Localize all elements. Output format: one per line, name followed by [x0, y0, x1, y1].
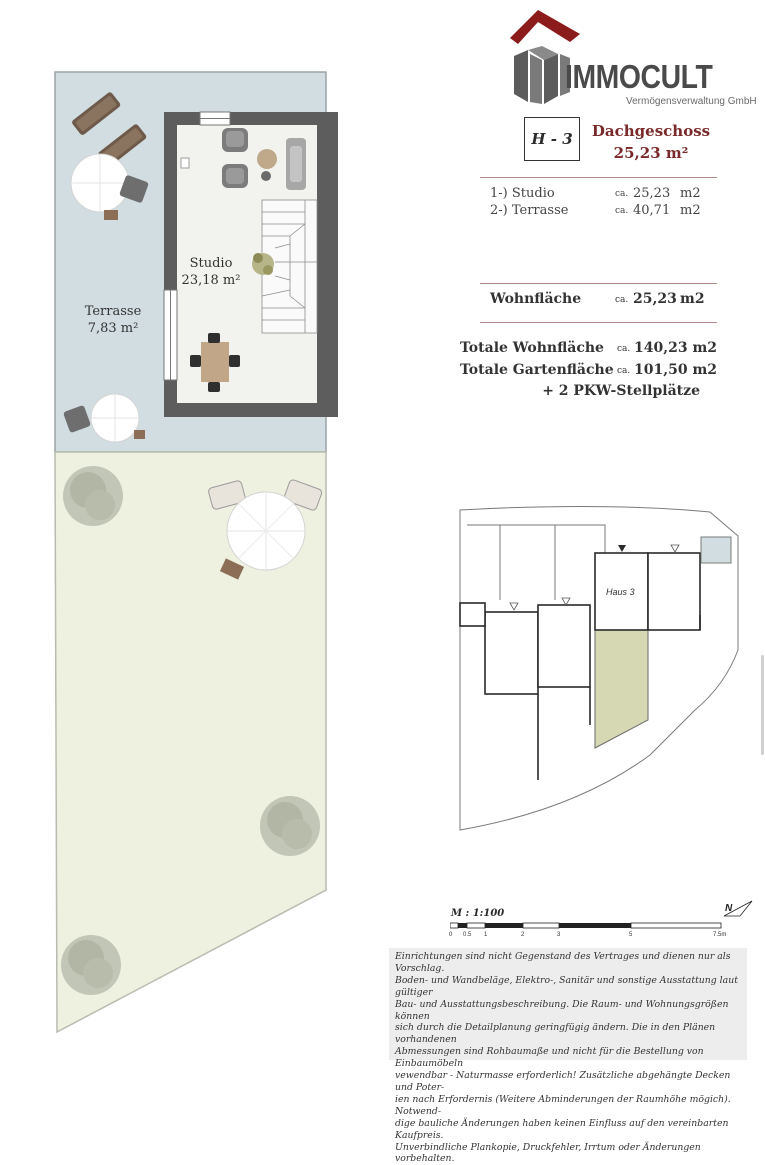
divider-top — [480, 177, 717, 178]
scale-tick: 7.5m — [713, 932, 726, 938]
wohnflaeche-label: Wohnfläche — [490, 291, 581, 307]
room-row-studio — [490, 186, 720, 203]
studio-area: 23,18 m² — [178, 272, 244, 289]
disclaimer-line: Bau- und Ausstattungsbeschreibung. Die Raum- und Wohnungsgrößen können — [395, 999, 741, 1023]
parking-text: + 2 PKW-Stellplätze — [542, 383, 700, 399]
studio-name: Studio — [178, 255, 244, 272]
site-plan — [455, 500, 745, 835]
room-ca: ca. — [615, 206, 628, 216]
divider-bottom — [480, 322, 717, 323]
scale-tick: 5 — [629, 932, 632, 938]
disclaimer-line: Einrichtungen sind nicht Gegenstand des Vertrages und dienen nur als Vorschlag. — [395, 951, 741, 975]
total-living-ca: ca. — [617, 344, 630, 354]
total-garden-value: 101,50 m2 — [634, 362, 717, 378]
disclaimer-line: ien nach Erfordernis (Weitere Abminderungen der Raumhöhe mögich). Notwend- — [395, 1094, 741, 1118]
logo-wordmark: IMMOCULT — [565, 58, 712, 96]
scale-tick: 3 — [557, 932, 560, 938]
room-value: 40,71 — [633, 203, 670, 218]
disclaimer-line: sich durch die Detailplanung geringfügig ändern. Die in den Plänen vorhandenen — [395, 1022, 741, 1046]
scrollbar[interactable] — [761, 655, 764, 755]
wohnflaeche-unit: m2 — [680, 291, 705, 307]
terrace-area-value: 7,83 m² — [78, 320, 148, 337]
scale-tick: 0.5 — [463, 932, 471, 938]
floor-plan — [0, 0, 380, 1080]
logo-subtitle: Vermögensverwaltung GmbH — [626, 96, 757, 107]
scale-tick: 0 — [449, 932, 452, 938]
room-name: 2-) Terrasse — [490, 203, 568, 218]
scale-tick: 1 — [484, 932, 487, 938]
room-unit: m2 — [680, 186, 701, 201]
scale-bar — [450, 920, 745, 932]
terrace-name: Terrasse — [78, 303, 148, 320]
disclaimer-line: vewendbar - Naturmasse erforderlich! Zusätzliche abgehängte Decken und Poter- — [395, 1070, 741, 1094]
disclaimer-line: dige bauliche Änderungen haben keinen Einfluss auf den vereinbarten Kaufpreis. — [395, 1118, 741, 1142]
plant-decor — [252, 253, 274, 275]
disclaimer-line: Unverbindliche Plankopie, Druckfehler, Irrtum oder Änderungen vorbehalten. — [395, 1142, 741, 1165]
unit-code: H - 3 — [531, 130, 572, 148]
scale-label: M : 1:100 — [451, 908, 504, 919]
disclaimer-line: Abmessungen sind Rohbaumaße und nicht für die Bestellung von Einbaumöbeln — [395, 1046, 741, 1070]
total-garden-row — [460, 362, 720, 382]
wohnflaeche-ca: ca. — [615, 295, 628, 305]
total-living-row — [460, 340, 720, 360]
parking-row — [460, 383, 700, 403]
wohnflaeche-value: 25,23 — [633, 291, 677, 307]
total-garden-ca: ca. — [617, 366, 630, 376]
total-living-value: 140,23 m2 — [634, 340, 717, 356]
haus-3-garden — [595, 630, 648, 748]
haus-label: Haus 3 — [606, 587, 635, 597]
unit-code-box — [524, 117, 580, 161]
disclaimer-line: Boden- und Wandbeläge, Elektro-, Sanitär und sonstige Ausstattung laut gültiger — [395, 975, 741, 999]
studio-label — [178, 255, 244, 289]
room-unit: m2 — [680, 203, 701, 218]
total-living-label: Totale Wohnfläche — [460, 340, 604, 356]
room-name: 1-) Studio — [490, 186, 555, 201]
disclaimer-box — [389, 948, 747, 1060]
floor-title: Dachgeschoss — [590, 122, 712, 140]
scale-tick: 2 — [521, 932, 524, 938]
svg-text:N: N — [725, 903, 733, 914]
total-garden-label: Totale Gartenfläche — [460, 362, 614, 378]
terrace-label — [78, 303, 148, 337]
room-value: 25,23 — [633, 186, 670, 201]
room-ca: ca. — [615, 189, 628, 199]
room-row-terrasse — [490, 203, 720, 220]
divider-middle — [480, 283, 717, 284]
wohnflaeche-row — [490, 291, 720, 311]
north-arrow-icon — [722, 898, 754, 920]
floor-area: 25,23 m² — [590, 144, 712, 162]
